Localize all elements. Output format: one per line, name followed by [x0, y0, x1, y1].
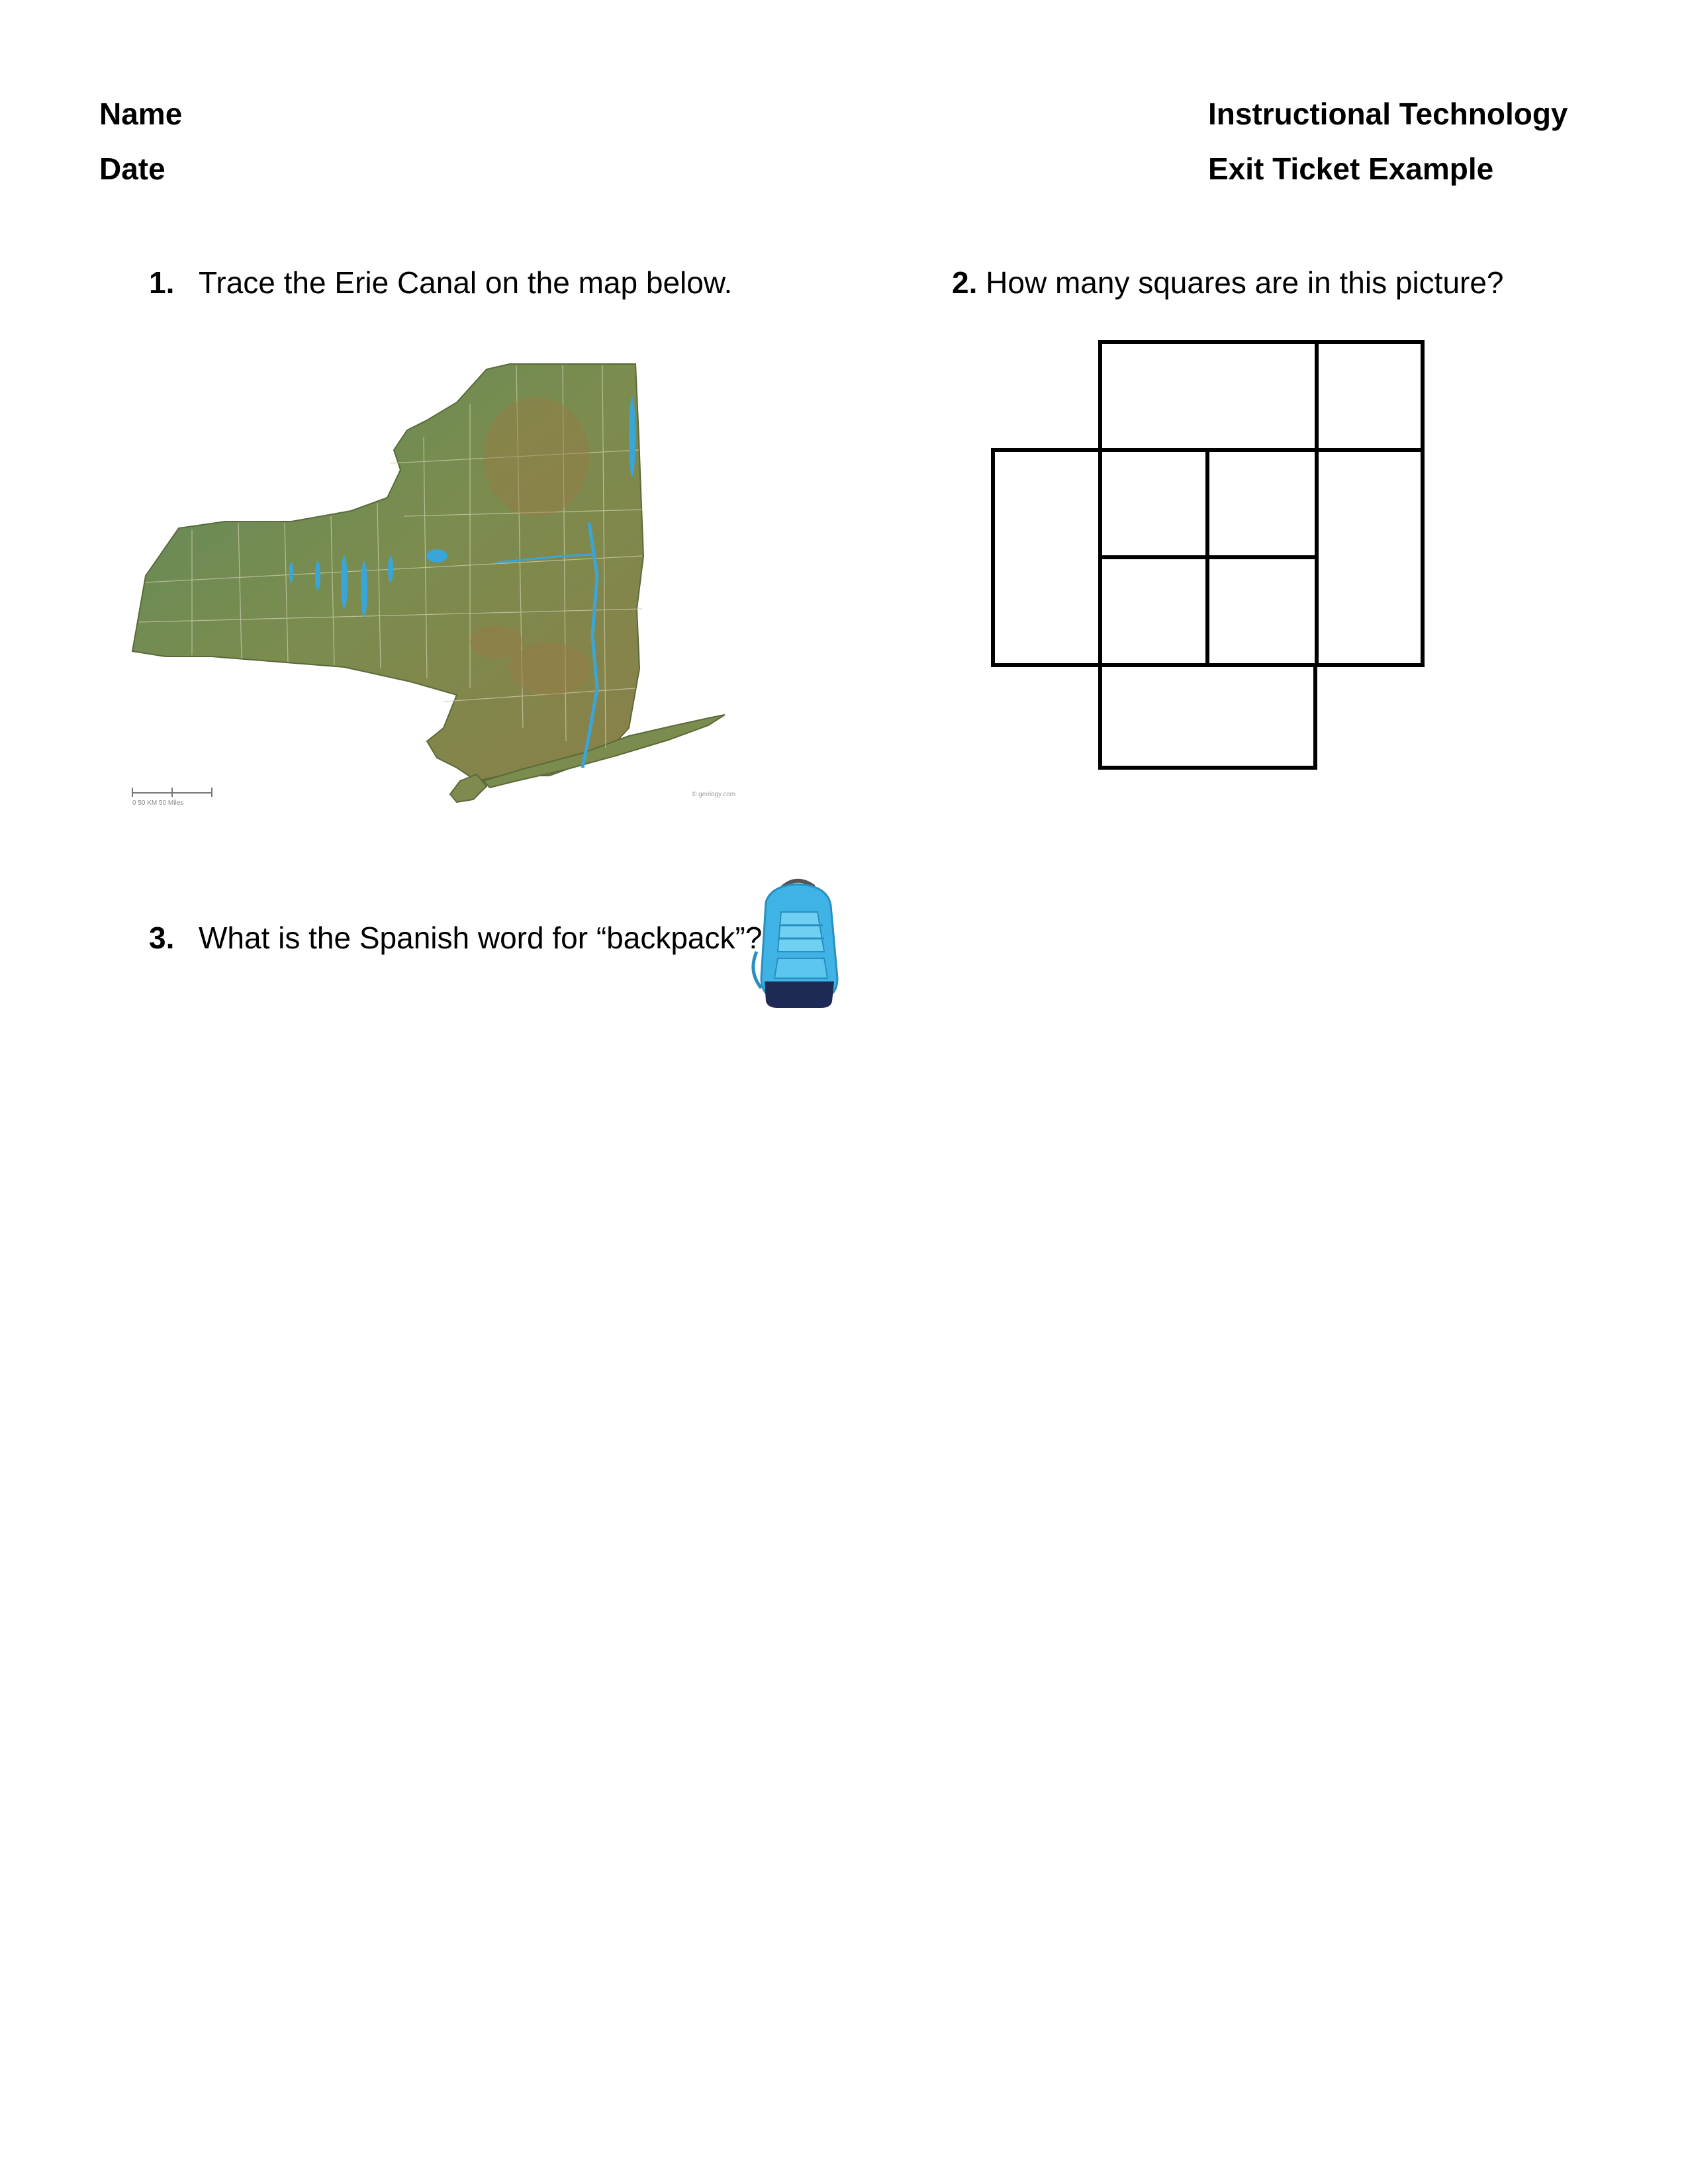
square: [1207, 450, 1317, 557]
date-label: Date: [99, 152, 165, 186]
square: [993, 450, 1100, 665]
question-text: What is the Spanish word for “backpack”?: [199, 921, 763, 955]
question-number: 1.: [149, 265, 175, 300]
square: [1207, 557, 1317, 665]
course-title: Instructional Technology: [1208, 97, 1568, 131]
question-text: How many squares are in this picture?: [986, 265, 1504, 300]
square: [1100, 342, 1317, 450]
question-1: [149, 265, 732, 300]
square: [1100, 665, 1315, 768]
question-2: [952, 265, 1504, 300]
square: [1317, 450, 1423, 665]
document-title: Exit Ticket Example: [1208, 152, 1494, 186]
backpack-image: [731, 872, 864, 1011]
name-label: Name: [99, 97, 183, 131]
map-credit: © geology.com: [692, 791, 736, 798]
square: [1317, 342, 1423, 450]
question-text: Trace the Erie Canal on the map below.: [199, 265, 733, 300]
squares-grid: [986, 334, 1436, 774]
new-york-map-image: [126, 357, 761, 807]
square: [1100, 557, 1207, 665]
question-number: 2.: [952, 265, 978, 300]
new-york-map: [126, 357, 761, 807]
square: [1100, 450, 1207, 557]
question-3: [149, 920, 762, 956]
question-number: 3.: [149, 921, 175, 955]
map-scale-bar: [132, 788, 212, 797]
map-scale-label: 0 50 KM 50 Miles: [132, 799, 184, 807]
squares-puzzle-figure: [986, 334, 1436, 774]
backpack-icon: [731, 872, 864, 1011]
